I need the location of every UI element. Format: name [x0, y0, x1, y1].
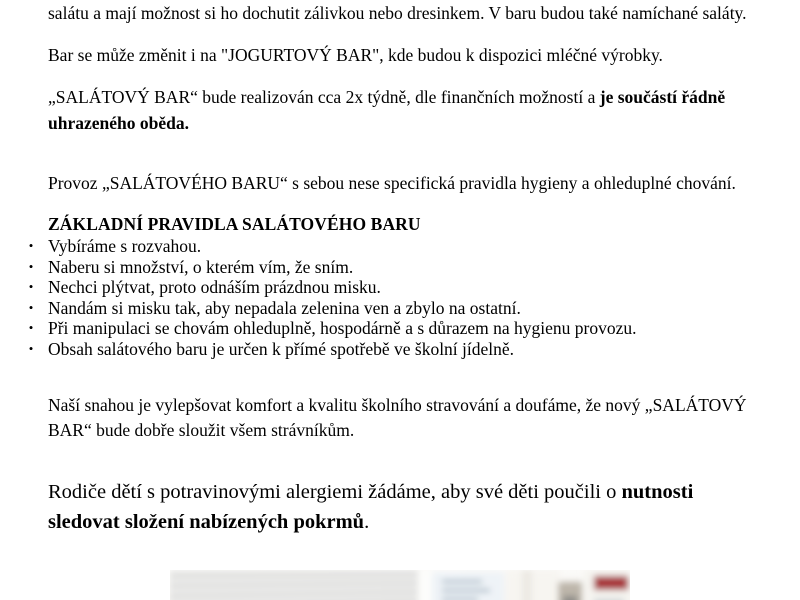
paragraph-realization-frequency — [48, 84, 755, 136]
bullet-icon: • — [28, 258, 34, 274]
paragraph-gap — [48, 26, 755, 42]
bullet-icon: • — [28, 320, 34, 335]
list-item-label: Vybíráme s rozvahou. — [48, 236, 202, 256]
paragraph-allergy-notice — [48, 477, 755, 537]
list-item — [28, 236, 755, 257]
paragraph-gap — [48, 443, 755, 467]
paragraph-gap — [48, 136, 755, 170]
paragraph-gap — [48, 196, 755, 212]
paragraph-realization-bold: je součástí řádně uhrazeného oběda. — [48, 87, 726, 133]
list-item — [28, 318, 755, 339]
paragraph-yogurt-bar: Bar se může změnit i na "JOGURTOVÝ BAR", kde budou k dispozici mléčné výrobky. — [48, 45, 663, 65]
rules-list — [28, 236, 755, 359]
bullet-icon: • — [28, 340, 34, 356]
document-content — [28, 0, 755, 537]
school-canteen-photo-graphic — [170, 570, 630, 600]
bullet-icon: • — [28, 299, 34, 315]
paragraph-hygiene-rules-intro: Provoz „SALÁTOVÉHO BARU“ s sebou nese specifická pravidla hygieny a ohleduplné chování. — [48, 173, 736, 193]
list-item — [28, 338, 755, 360]
list-item-label: Obsah salátového baru je určen k přímé spotřebě ve školní jídelně. — [48, 338, 515, 359]
list-item-label: Naberu si množství, o kterém vím, že sním. — [48, 256, 354, 277]
allergy-notice-bold: nutnosti sledovat složení nabízených pokrmů — [48, 481, 694, 533]
allergy-notice-plain-end: . — [364, 511, 370, 533]
paragraph-salad-dressing: salátu a mají možnost si ho dochutit zálivkou nebo dresinkem. V baru budou také namíchané saláty. — [48, 3, 747, 23]
bullet-icon: • — [28, 279, 34, 294]
paragraph-gap — [48, 467, 755, 477]
list-item-label: Nandám si misku tak, aby nepadala zelenina ven a zbylo na ostatní. — [48, 297, 521, 318]
school-canteen-photo — [170, 570, 630, 600]
list-item-label: Nechci plýtvat, proto odnáším prázdnou misku. — [48, 277, 381, 297]
rules-heading: ZÁKLADNÍ PRAVIDLA SALÁTOVÉHO BARU — [48, 214, 421, 234]
list-item — [28, 256, 755, 278]
paragraph-gap — [48, 359, 755, 393]
list-item-label: Při manipulaci se chovám ohleduplně, hospodárně a s důrazem na hygienu provozu. — [48, 318, 637, 338]
list-item — [28, 297, 755, 319]
list-item — [28, 277, 755, 298]
paragraph-realization-plain: „SALÁTOVÝ BAR“ bude realizován cca 2x týdně, dle finančních možností a — [48, 87, 600, 107]
paragraph-gap — [48, 68, 755, 84]
bullet-icon: • — [28, 238, 34, 253]
paragraph-closing-wish: Naší snahou je vylepšovat komfort a kvalitu školního stravování a doufáme, že nový „SALÁTOVÝ BAR“ bude dobře sloužit všem strávníkům. — [48, 395, 747, 440]
allergy-notice-plain-start: Rodiče dětí s potravinovými alergiemi žádáme, aby své děti poučili o — [48, 481, 622, 503]
